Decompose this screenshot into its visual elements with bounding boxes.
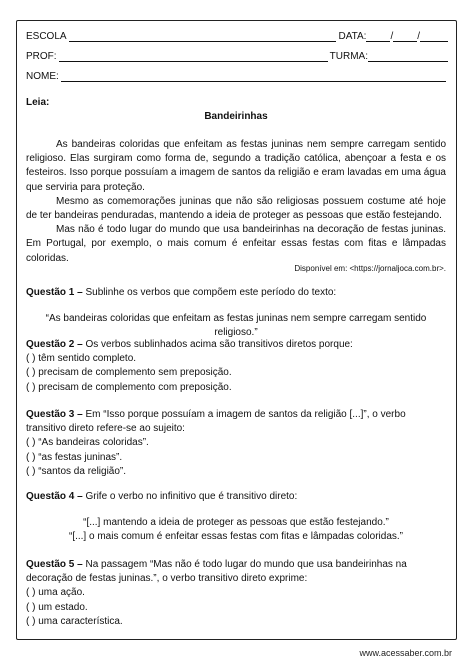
reading-text	[26, 138, 446, 266]
school-label: ESCOLA	[26, 31, 67, 42]
name-field[interactable]	[61, 70, 446, 82]
paragraph-1: As bandeiras coloridas que enfeitam as festas juninas nem sempre carregam sentido religioso. Elas surgiram como forma de, segundo a tradição católica, abençoar a festa e os festeiros. Isso porque possuíam a imagem de santos da religião e eram lavadas em uma água que serviria para proteção.	[26, 139, 446, 193]
date-year-field[interactable]	[420, 30, 448, 42]
footer-url[interactable]: www.acessaber.com.br	[359, 648, 452, 658]
question-4-label: Questão 4 –	[26, 491, 83, 502]
question-2-option-3[interactable]: ( ) precisam de complemento com preposição.	[26, 381, 232, 393]
class-field[interactable]	[368, 50, 448, 62]
paragraph-2: Mesmo as comemorações juninas que não são religiosas possuem costume até hoje de ter bandeiras penduradas, mantendo a ideia de proteger as pessoas que estão festejando.	[26, 195, 446, 222]
question-5-label: Questão 5 –	[26, 559, 83, 570]
question-3-option-2[interactable]: ( ) “as festas juninas”.	[26, 451, 123, 463]
school-row	[26, 30, 448, 42]
question-5-option-3[interactable]: ( ) uma característica.	[26, 615, 123, 627]
paragraph-3: Mas não é todo lugar do mundo que usa bandeirinhas na decoração de festas juninas. Em Portugal, por exemplo, o mais comum é enfeitar essas festas com fitas e lâmpadas coloridas.	[26, 224, 446, 264]
question-5-option-1[interactable]: ( ) uma ação.	[26, 587, 85, 599]
class-label: TURMA:	[329, 51, 368, 62]
question-5-option-2[interactable]: ( ) um estado.	[26, 601, 88, 613]
question-1-text: Sublinhe os verbos que compõem este período do texto:	[82, 287, 337, 298]
question-3-option-1[interactable]: ( ) “As bandeiras coloridas”.	[26, 437, 149, 449]
name-row	[26, 70, 448, 82]
question-2-text: Os verbos sublinhados acima são transitivos diretos porque:	[82, 339, 353, 350]
question-5-text: Na passagem “Mas não é todo lugar do mundo que usa bandeirinhas na decoração de festas juninas.”, o verbo transitivo direto exprime:	[26, 559, 407, 585]
name-label: NOME:	[26, 71, 59, 82]
date-month-field[interactable]	[393, 30, 417, 42]
question-1	[26, 286, 446, 300]
reading-title: Bandeirinhas	[204, 111, 268, 122]
question-2-label: Questão 2 –	[26, 339, 83, 350]
date-day-field[interactable]	[366, 30, 390, 42]
question-3	[26, 408, 446, 479]
date-sep-1: /	[390, 31, 394, 42]
question-4-text: Grife o verbo no infinitivo que é transitivo direto:	[82, 491, 298, 502]
question-4	[26, 490, 446, 504]
question-2-option-1[interactable]: ( ) têm sentido completo.	[26, 353, 137, 365]
question-3-option-3[interactable]: ( ) “santos da religião”.	[26, 465, 127, 477]
question-4-quote-2: “[...] o mais comum é enfeitar essas festas com fitas e lâmpadas coloridas.”	[68, 531, 404, 542]
teacher-label: PROF:	[26, 51, 57, 62]
reading-label: Leia:	[26, 97, 50, 108]
question-1-quote: “As bandeiras coloridas que enfeitam as festas juninas nem sempre carregam sentido religioso.”	[45, 313, 427, 339]
teacher-field[interactable]	[59, 50, 328, 62]
question-3-text: Em “Isso porque possuíam a imagem de santos da religião [...]”, o verbo transitivo direto refere-se ao sujeito:	[26, 409, 406, 435]
question-5	[26, 558, 446, 629]
source-citation: Disponível em: <https://jornaljoca.com.br>.	[294, 264, 446, 273]
question-2-option-2[interactable]: ( ) precisam de complemento sem preposição.	[26, 367, 232, 379]
date-sep-2: /	[417, 31, 420, 42]
date-label: DATA:	[338, 31, 367, 42]
question-4-quote-1: “[...] mantendo a ideia de proteger as pessoas que estão festejando.”	[83, 517, 389, 528]
question-3-label: Questão 3 –	[26, 409, 83, 420]
school-field[interactable]	[69, 30, 337, 42]
teacher-row	[26, 50, 448, 62]
question-2	[26, 338, 446, 395]
question-1-label: Questão 1 –	[26, 287, 83, 298]
